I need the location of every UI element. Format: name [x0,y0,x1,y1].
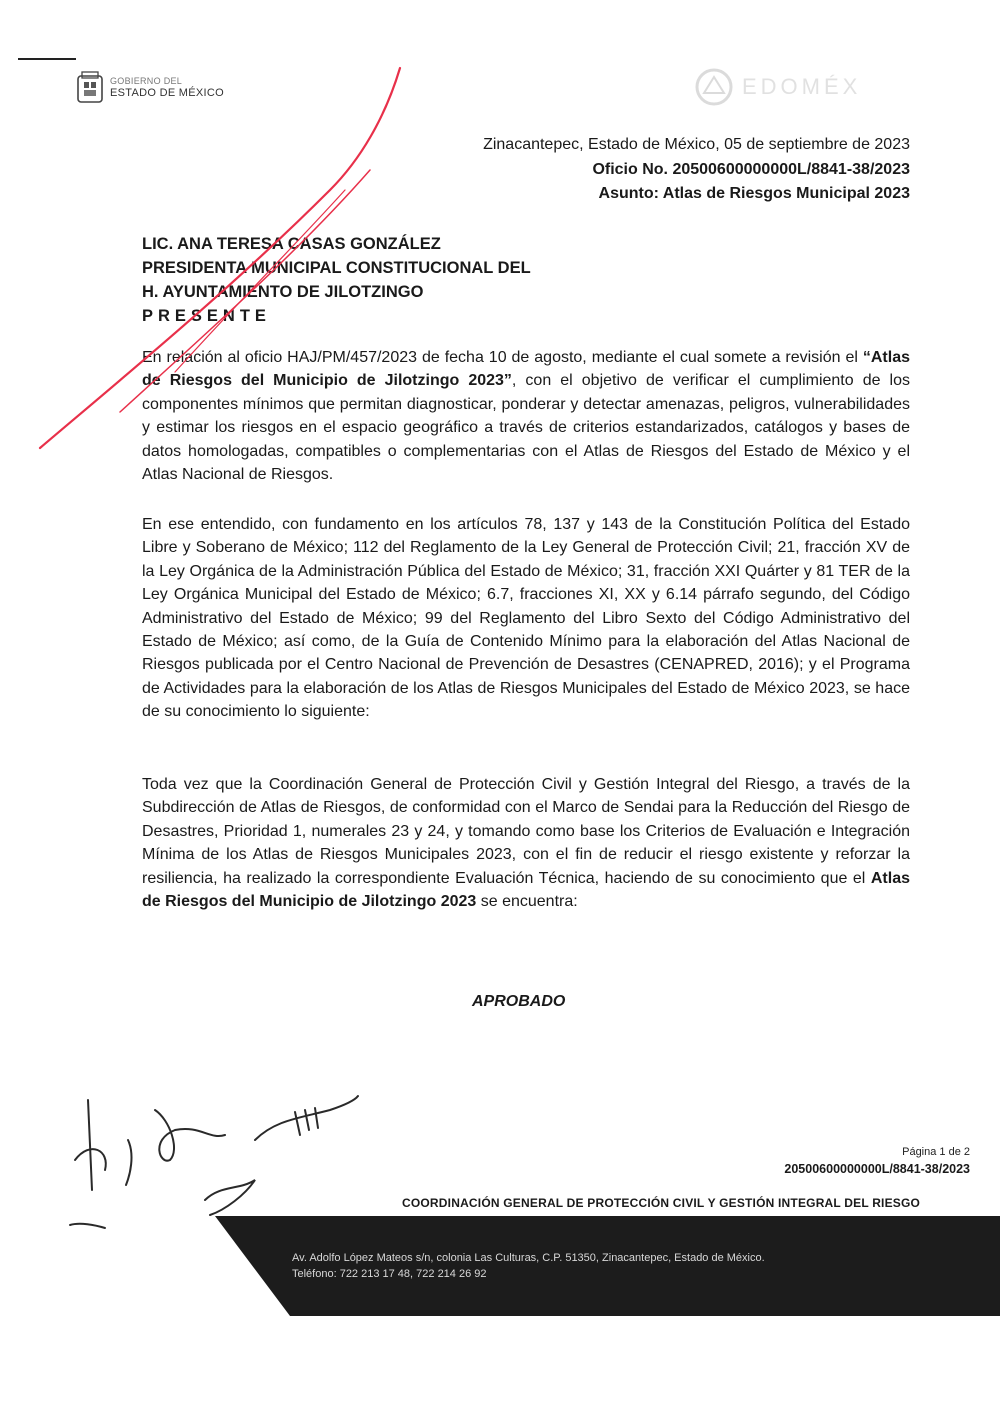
place-date: Zinacantepec, Estado de México, 05 de septiembre de 2023 [483,136,910,153]
logo-line-2: ESTADO DE MÉXICO [110,87,224,99]
state-seal-icon [76,70,104,104]
p3-atlas-title: Atlas de Riesgos del Municipio de Jilotzingo 2023 [142,869,910,911]
coordination-name: COORDINACIÓN GENERAL DE PROTECCIÓN CIVIL Y GESTIÓN INTEGRAL DEL RIESGO [402,1196,921,1210]
addressee-entity: H. AYUNTAMIENTO DE JILOTZINGO [142,283,424,301]
footer-oficio-ref: 20500600000000L/8841-38/2023 [784,1162,970,1176]
top-rule [18,58,76,60]
page-number: Página 1 de 2 [902,1146,970,1158]
paragraph-3 [142,773,910,913]
edomex-logo [694,62,914,112]
p1-text-a: En relación al oficio HAJ/PM/457/2023 de fecha 10 de agosto, mediante el cual somete a revisión el [142,349,863,366]
p3-text-a: Toda vez que la Coordinación General de Protección Civil y Gestión Integral del Riesgo, a través de la Subdirección de Atlas de Riesgos, de conformidad con el Marco de Sendai para la Reducción del Riesgo de Desastres, Prioridad 1, numerales 23 y 24, y tomando como base los Criterios de Evaluación e Integración Mínima de los Atlas de Riesgos Municipales 2023, con el fin de reducir el riesgo existente y reforzar la resiliencia, ha realizado la correspondiente Evaluación Técnica, haciendo de su conocimiento que el [142,776,910,887]
handwritten-initials [70,1096,358,1228]
addressee-name: LIC. ANA TERESA CASAS GONZÁLEZ [142,235,441,253]
footer-address: Av. Adolfo López Mateos s/n, colonia Las Culturas, C.P. 51350, Zinacantepec, Estado de México. [292,1252,765,1264]
p1-atlas-title: “Atlas de Riesgos del Municipio de Jilotzingo 2023” [142,349,910,390]
paragraph-1 [142,346,910,486]
footer-phone: Teléfono: 722 213 17 48, 722 214 26 92 [292,1268,487,1280]
p3-text-b: se encuentra: [476,893,578,911]
edomex-emblem-icon [694,67,734,107]
footer-contact [292,1250,765,1282]
subject: Asunto: Atlas de Riesgos Municipal 2023 [598,185,910,202]
government-logo-text [110,75,224,99]
government-logo [76,70,224,104]
addressee-block [142,232,531,328]
oficio-number: Oficio No. 20500600000000L/8841-38/2023 [592,161,910,178]
p1-text-b: , con el objetivo de verificar el cumplimiento de los componentes mínimos que permitan diagnosticar, ponderar y detectar amenazas, peligros, vulnerabilidades y estimar los riesgos en el espacio geográfico a través de criterios estandarizados, catálogos y bases de datos homologadas, compatibles o complementarias con el Atlas de Riesgos del Estado de México y el Atlas Nacional de Riesgos. [142,372,910,484]
approval-status: APROBADO [472,993,566,1010]
presente: PRESENTE [142,307,271,325]
logo-line-1: GOBIERNO DEL [110,76,183,86]
edomex-logo-text: EDOMÉX [742,74,862,99]
addressee-position: PRESIDENTA MUNICIPAL CONSTITUCIONAL DEL [142,259,531,277]
paragraph-2: En ese entendido, con fundamento en los artículos 78, 137 y 143 de la Constitución Política del Estado Libre y Soberano de México; 112 del Reglamento de la Ley General de Protección Civil; 21, fracción XV de la Ley Orgánica de la Administración Pública del Estado de México; 31, fracción XXI Quárter y 81 TER de la Ley Orgánica Municipal del Estado de México; 6.7, fracciones XI, XX y 6.14 párrafo segundo, del Código Administrativo del Estado de México; 99 del Reglamento del Libro Sexto del Código Administrativo del Estado de México; así como, de la Guía de Contenido Mínimo para la elaboración del Atlas Nacional de Riesgos publicada por el Centro Nacional de Prevención de Desastres (CENAPRED, 2016); y el Programa de Actividades para la elaboración de los Atlas de Riesgos Municipales del Estado de México 2023, se hace de su conocimiento lo siguiente: [142,516,910,721]
